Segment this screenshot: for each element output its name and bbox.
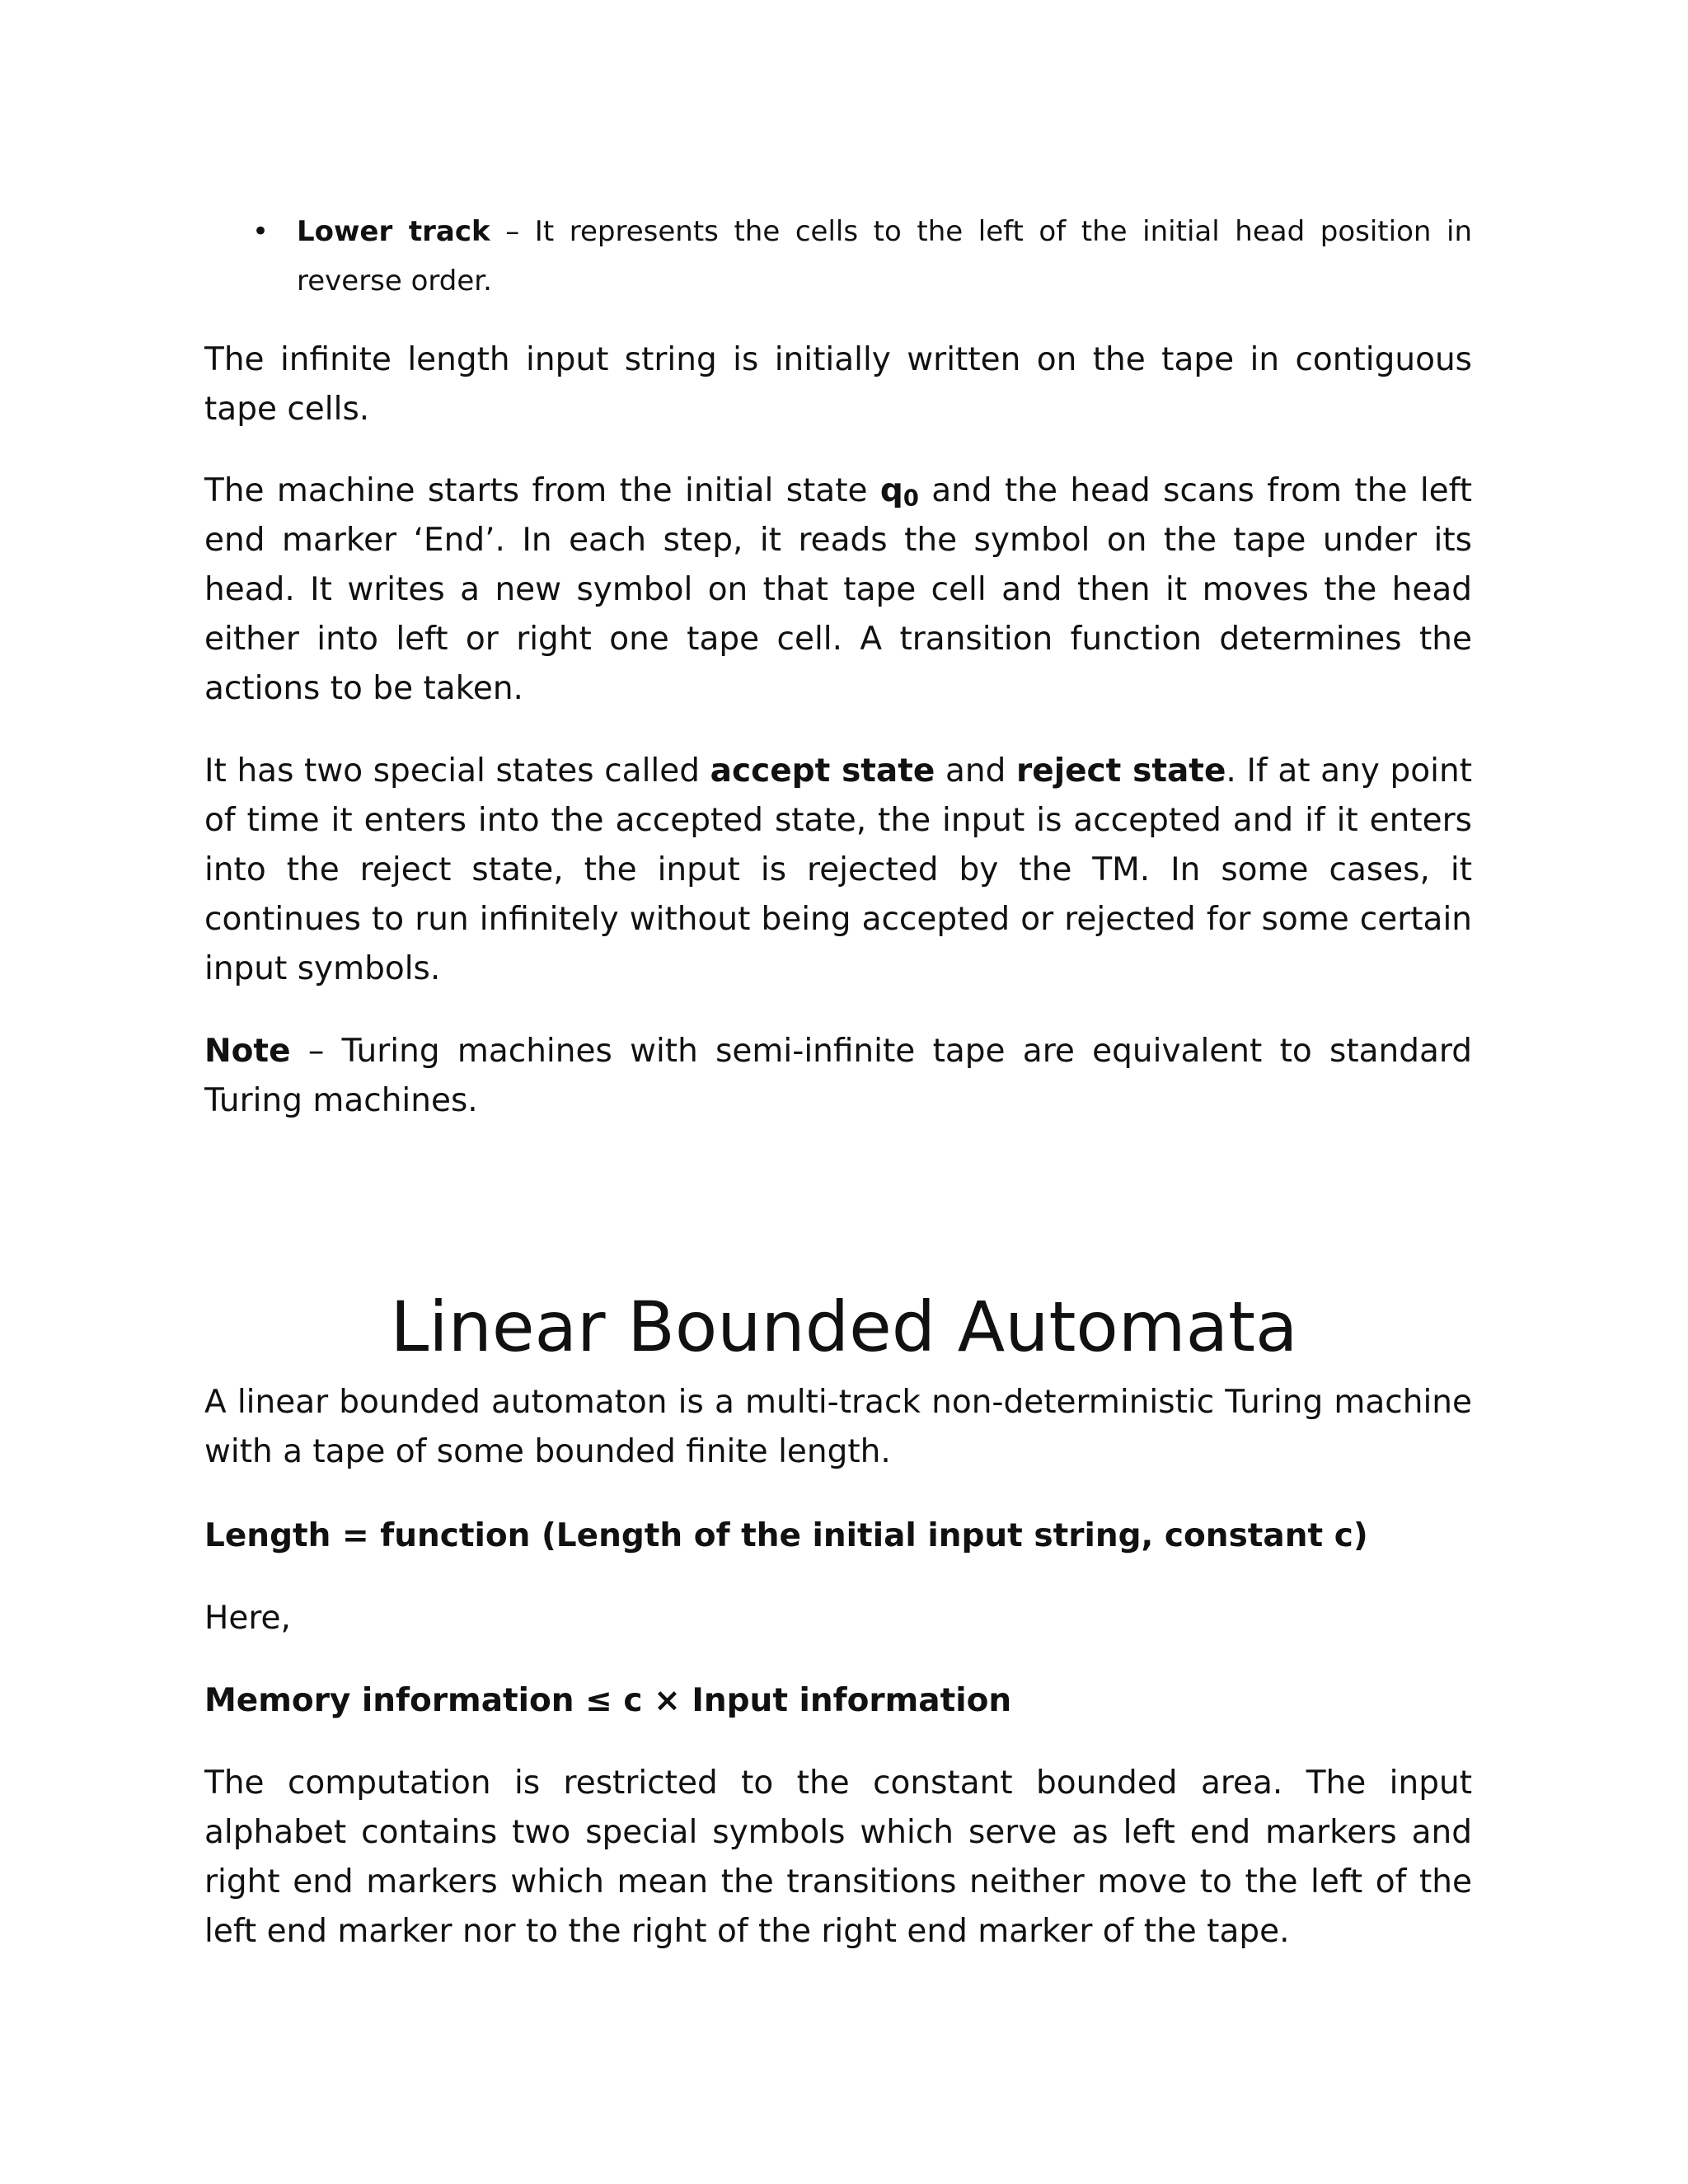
accept-state-term: accept state [710,752,935,790]
p3-part-b: and [935,752,1017,790]
bullet-lower-track [297,207,1472,306]
section-heading: Linear Bounded Automata [390,1286,1298,1367]
bullet-dot: • [252,215,270,248]
paragraph-note [204,1027,1472,1126]
bullet-description: – It represents the cells to the left of the initial head position in reverse order. [297,215,1473,298]
reject-state-term: reject state [1016,752,1226,790]
paragraph-machine-start [204,466,1472,714]
paragraph-computation: The computation is restricted to the constant bounded area. The input alphabet contains two special symbols which serve as left end markers and right end markers which mean the transitions neither move to the left of the left end marker nor to the right of the right end marker of the tape. [204,1765,1472,1950]
paragraph-infinite-input: The infinite length input string is initially written on the tape in contiguous tape cells. [204,341,1472,428]
bullet-term: Lower track [297,215,490,248]
paragraph-here: Here, [204,1600,291,1637]
note-label: Note [204,1033,291,1070]
formula-memory: Memory information ≤ c × Input information [204,1682,1012,1719]
initial-state-symbol: $q_0$ [879,472,919,512]
paragraph-special-states [204,747,1472,994]
note-text: – Turing machines with semi-infinite tape are equivalent to standard Turing machines. [204,1033,1472,1119]
p3-part-c: . If at any point of time it enters into the accepted state, the input is accepted and if it enters into the reject state, the input is rejected by the TM. In some cases, it continues to run infinitely without being accepted or rejected for some certain input symbols. [204,752,1472,987]
formula-length: Length = function (Length of the initial input string, constant c) [204,1517,1368,1554]
paragraph-lba-definition: A linear bounded automaton is a multi-track non-deterministic Turing machine with a tape of some bounded finite length. [204,1384,1472,1470]
p3-part-a: It has two special states called [204,752,710,790]
p2-part-a: The machine starts from the initial state [204,472,880,509]
p2-part-b: and the head scans from the left end marker ‘End’. In each step, it reads the symbol on the tape under its head. It writes a new symbol on that tape cell and then it moves the head either into left or right one tape cell. A transition function determines the actions to be taken. [204,472,1472,707]
